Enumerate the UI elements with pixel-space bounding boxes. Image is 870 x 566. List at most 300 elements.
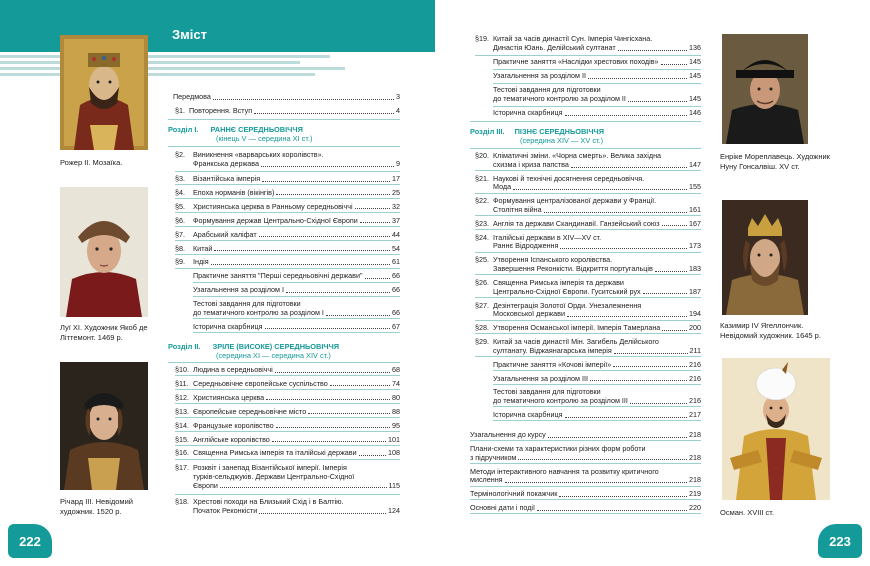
portrait-louis-xi [60, 187, 148, 317]
toc-entry-page: 68 [392, 365, 400, 374]
toc-entry-title: Виникнення «варварських королівств». [193, 150, 324, 159]
divider [193, 296, 400, 297]
dot-leader [565, 417, 687, 418]
divider [175, 226, 400, 227]
toc-entry[interactable] [175, 449, 400, 458]
divider [175, 417, 400, 418]
dot-leader [661, 64, 687, 65]
toc-entry-title: Італійські держави в XIV—XV ст. [493, 232, 602, 242]
dot-leader [276, 194, 390, 195]
toc-entry-title: Московської держави [493, 309, 566, 319]
dot-leader [505, 482, 687, 483]
toc-entry[interactable] [493, 411, 701, 420]
toc-entry-title: Людина в середньовіччі [193, 365, 273, 374]
divider [470, 463, 701, 464]
toc-entry[interactable] [475, 175, 701, 193]
toc-entry-title: схизма і криза папства [493, 159, 569, 169]
dot-leader [360, 222, 390, 223]
toc-entry-number: §17. [175, 463, 189, 472]
caption-casimir: Казимир IV Ягеллончик. Невідомий художник. 1645 р. [720, 321, 821, 340]
divider [475, 297, 701, 298]
caption-roger-ii: Рожер ІІ. Мозаїка. [60, 158, 123, 167]
toc-entry[interactable] [470, 431, 701, 440]
divider [470, 513, 701, 514]
toc-entry[interactable] [493, 388, 701, 406]
dot-leader [214, 250, 390, 251]
toc-entry-title: Середньовічне європейське суспільство [193, 378, 328, 388]
dot-leader [613, 366, 687, 367]
toc-entry-page: 145 [689, 93, 701, 103]
toc-entry-number: §22. [475, 196, 489, 206]
dot-leader [630, 403, 687, 404]
dot-leader [662, 225, 687, 226]
page-title: Зміст [172, 27, 207, 42]
toc-entry-page: 54 [392, 243, 400, 253]
toc-entry-page: 101 [388, 434, 400, 444]
dot-leader [513, 189, 687, 190]
divider [475, 215, 701, 216]
toc-entry-page: 147 [689, 159, 701, 169]
divider [475, 252, 701, 253]
portrait-osman [722, 358, 830, 500]
toc-entry[interactable] [493, 86, 701, 104]
toc-entry[interactable] [493, 109, 701, 118]
toc-entry[interactable] [175, 422, 400, 431]
divider [493, 406, 701, 407]
toc-entry[interactable] [470, 490, 701, 499]
toc-entry[interactable] [475, 152, 701, 170]
divider [175, 403, 400, 404]
toc-entry-number: §23. [475, 218, 489, 228]
toc-entry-page: 108 [388, 448, 400, 458]
toc-entry-title: Арабський халіфат [193, 229, 257, 239]
toc-entry-title: Європейське середньовічне місто [193, 406, 307, 416]
dot-leader [326, 315, 390, 316]
toc-entry-title: Узагальнення до курсу [470, 430, 546, 439]
toc-entry-title: Практичне заняття «Наслідки хрестових походів» [493, 57, 659, 66]
toc-entry-page: 218 [689, 452, 701, 462]
divider [493, 420, 701, 421]
divider [193, 332, 400, 333]
dot-leader [359, 455, 386, 456]
divider [475, 320, 701, 321]
toc-entry-page: 95 [392, 420, 400, 430]
dot-leader [544, 212, 687, 213]
toc-entry[interactable] [175, 464, 400, 490]
toc-entry-page: 88 [392, 406, 400, 416]
page-number-left: 222 [8, 524, 52, 558]
toc-entry-title: Центрально-Східної Європи. Гуситський рух [493, 286, 641, 296]
toc-entry-number: §11. [175, 378, 189, 388]
toc-entry-title: Епоха норманів (вікінгів) [193, 187, 275, 197]
dot-leader [276, 427, 390, 428]
divider [475, 55, 701, 56]
section-period: (середина XIV — XV ст.) [520, 136, 604, 145]
section-period: (середина XI — середина XIV ст.) [216, 351, 331, 360]
toc-entry-number: §16. [175, 448, 189, 458]
toc-entry-page: 145 [689, 57, 701, 66]
toc-entry-number: §20. [475, 151, 489, 160]
toc-entry-page: 216 [689, 396, 701, 406]
dot-leader [537, 510, 687, 511]
dot-leader [213, 99, 394, 100]
divider [175, 254, 400, 255]
toc-entry-title: султанату. Віджаянагарська імперія [493, 345, 612, 355]
toc-entry-title: Священна Римська імперія та держави [493, 277, 624, 287]
dot-leader [266, 399, 390, 400]
toc-entry-number: §24. [475, 232, 489, 242]
toc-entry[interactable] [193, 286, 400, 295]
toc-entry-title: Індія [193, 257, 209, 267]
dot-leader [272, 441, 386, 442]
toc-entry[interactable] [475, 234, 701, 252]
toc-entry-page: 187 [689, 286, 701, 296]
divider [175, 268, 400, 269]
toc-entry-title: до тематичного контролю за розділом ІІ [493, 93, 626, 103]
toc-entry-title: до тематичного контролю за розділом ІІІ [493, 396, 628, 406]
section-label: Розділ І. [168, 125, 199, 134]
divider [175, 198, 400, 199]
section-label: Розділ ІІ. [168, 342, 201, 351]
divider [193, 318, 400, 319]
section-name: ЗРІЛЕ (ВИСОКЕ) СЕРЕДНЬОВІЧЧЯ [212, 342, 340, 351]
toc-entry-title: Формування централізованої держави у Франції. [493, 196, 657, 206]
divider [470, 148, 701, 149]
toc-entry-page: 216 [689, 373, 701, 383]
toc-entry[interactable] [470, 445, 701, 463]
toc-entry-title: Франкська держава [193, 158, 260, 168]
toc-entry-title: Хрестові походи на Близький Схід і в Балтію. [193, 497, 344, 506]
toc-entry[interactable] [175, 245, 400, 254]
toc-entry[interactable] [175, 498, 400, 516]
toc-entry-title: Китай [193, 243, 213, 253]
toc-entry-title: Початок Реконкісти [193, 505, 258, 515]
portrait-roger-ii [60, 35, 148, 150]
toc-entry-title: Англійське королівство [193, 434, 270, 444]
toc-entry-title: Узагальнення за розділом І [193, 285, 284, 295]
toc-entry-title: турків-сельджуків. Держави Центрально-Східної [193, 471, 355, 481]
dot-leader [567, 316, 687, 317]
toc-entry-title: Практичне заняття «Кочові імперії» [493, 359, 612, 369]
toc-entry-page: 74 [392, 378, 400, 388]
toc-entry-page: 218 [689, 430, 701, 439]
dot-leader [330, 385, 390, 386]
caption-henrique: Енріке Мореплавець. Художник Нуну Гонсалвіш. XV ст. [720, 152, 830, 171]
portrait-richard-iii [60, 362, 148, 490]
toc-entry-title: Тестові завдання для підготовки [493, 85, 601, 94]
toc-entry-title: Термінологічний покажчик [470, 489, 558, 499]
dot-leader [628, 101, 687, 102]
divider [493, 384, 701, 385]
dot-leader [261, 166, 394, 167]
dot-leader [559, 496, 687, 497]
toc-entry-number: §27. [475, 300, 489, 310]
divider [470, 499, 701, 500]
toc-entry-page: 155 [689, 182, 701, 192]
divider [470, 486, 701, 487]
dot-leader [662, 330, 687, 331]
toc-entry-title: Передмова [173, 92, 211, 101]
toc-entry-number: §13. [175, 406, 189, 416]
divider [168, 362, 400, 363]
divider [175, 184, 400, 185]
toc-entry-number: §25. [475, 255, 489, 265]
toc-entry-title: Мода [493, 182, 512, 192]
toc-entry[interactable] [175, 175, 400, 184]
toc-entry-number: §1. [175, 106, 185, 115]
toc-entry-page: 220 [689, 503, 701, 512]
toc-entry[interactable] [493, 375, 701, 384]
toc-entry-page: 211 [689, 345, 701, 355]
toc-entry[interactable] [475, 302, 701, 320]
toc-entry-title: Візантійська імперія [193, 174, 261, 183]
toc-entry[interactable] [175, 151, 400, 169]
toc-entry-page: 219 [689, 489, 701, 499]
toc-entry-page: 25 [392, 187, 400, 197]
divider [493, 69, 701, 70]
dot-leader [590, 380, 687, 381]
toc-entry-title: Тестові завдання для підготовки [493, 387, 601, 397]
toc-entry-title: Столітня війна [493, 204, 542, 214]
dot-leader [565, 115, 687, 116]
dot-leader [571, 167, 687, 168]
toc-entry-number: §5. [175, 201, 185, 211]
toc-entry-page: 124 [388, 505, 400, 515]
toc-entry-page: 37 [392, 215, 400, 225]
divider [168, 119, 400, 120]
toc-entry-page: 136 [689, 42, 701, 52]
toc-entry-page: 146 [689, 108, 701, 117]
toc-entry-title: з підручником [470, 452, 517, 462]
dot-leader [262, 181, 390, 182]
toc-entry-title: до тематичного контролю за розділом І [193, 307, 324, 317]
divider [493, 106, 701, 107]
toc-entry-title: Китай за часів династії Мін. Загибель Делійського [493, 337, 659, 346]
toc-entry[interactable] [175, 394, 400, 403]
section-name: РАННЄ СЕРЕДНЬОВІЧЧЯ [210, 125, 303, 134]
portrait-henrique [722, 34, 808, 144]
toc-entry[interactable] [175, 436, 400, 445]
divider [475, 333, 701, 334]
toc-entry-title: Кліматичні зміни. «Чорна смерть». Велика західна [493, 151, 662, 160]
toc-entry-number: §18. [175, 497, 189, 506]
toc-entry-title: Раннє Відродження [493, 241, 559, 251]
toc-entry[interactable] [175, 107, 400, 116]
toc-entry-title: Утворення Османської імперії. Імперія Тамерлана [493, 323, 661, 333]
toc-entry-title: Формування держав Центрально-Східної Європи [193, 215, 358, 225]
toc-entry-page: 17 [392, 174, 400, 183]
toc-entry-title: Історична скарбниця [493, 108, 563, 117]
toc-entry[interactable] [193, 300, 400, 318]
divider [493, 83, 701, 84]
divider [470, 440, 701, 441]
section-heading [168, 125, 400, 143]
toc-entry[interactable] [175, 366, 400, 375]
toc-entry-page: 66 [392, 271, 400, 281]
section-name: ПІЗНЄ СЕРЕДНЬОВІЧЧЯ [514, 127, 605, 136]
section-heading [470, 127, 701, 145]
toc-entry[interactable] [493, 361, 701, 370]
divider [475, 229, 701, 230]
toc-entry-number: §12. [175, 392, 189, 402]
toc-entry-page: 173 [689, 241, 701, 251]
toc-entry-title: Плани-схеми та характеристики різних форм роботи [470, 443, 646, 453]
dot-leader [560, 248, 687, 249]
toc-entry-page: 67 [392, 321, 400, 331]
toc-entry-number: §19. [475, 34, 489, 43]
toc-entry-page: 161 [689, 204, 701, 214]
dot-leader [588, 78, 687, 79]
toc-entry[interactable] [475, 338, 701, 356]
toc-entry[interactable] [475, 220, 701, 229]
toc-entry[interactable] [175, 203, 400, 212]
toc-entry-number: §6. [175, 215, 185, 225]
toc-entry[interactable] [175, 189, 400, 198]
toc-entry-title: Практичне заняття "Перші середньовічні держави" [193, 271, 363, 281]
toc-entry[interactable] [193, 323, 400, 332]
toc-entry[interactable] [475, 279, 701, 297]
toc-entry[interactable] [493, 58, 701, 67]
toc-entry[interactable] [475, 256, 701, 274]
dot-leader [259, 513, 386, 514]
toc-entry-number: §8. [175, 243, 185, 253]
dot-leader [655, 271, 687, 272]
header-stripe [0, 67, 345, 70]
section-label: Розділ ІІІ. [470, 127, 505, 136]
toc-entry-page: 218 [689, 475, 701, 485]
divider [193, 282, 400, 283]
toc-entry[interactable] [175, 408, 400, 417]
toc-entry-title: Тестові завдання для підготовки [193, 299, 301, 309]
toc-entry-page: 200 [689, 323, 701, 333]
toc-entry-page: 194 [689, 309, 701, 319]
dot-leader [518, 459, 687, 460]
toc-entry-page: 9 [396, 158, 400, 168]
divider [175, 212, 400, 213]
dot-leader [365, 278, 390, 279]
toc-entry[interactable] [175, 380, 400, 389]
toc-entry-title: Історична скарбниця [493, 410, 563, 419]
toc-entry-title: Європи [193, 480, 218, 490]
header-stripe [0, 73, 315, 76]
toc-entry[interactable] [175, 231, 400, 240]
toc-entry-page: 44 [392, 229, 400, 239]
toc-entry-page: 80 [392, 392, 400, 402]
toc-entry[interactable] [475, 197, 701, 215]
divider [175, 375, 400, 376]
toc-entry[interactable] [175, 217, 400, 226]
divider [493, 370, 701, 371]
toc-entry[interactable] [493, 72, 701, 81]
toc-entry-title: Розквіт і занепад Візантійської імперії. Імперія [193, 463, 347, 472]
toc-entry[interactable] [193, 272, 400, 281]
dot-leader [265, 328, 390, 329]
toc-entry[interactable] [475, 35, 701, 53]
header-stripe [0, 61, 300, 64]
toc-entry-page: 167 [689, 218, 701, 228]
toc-entry-number: §15. [175, 434, 189, 444]
divider [175, 494, 400, 495]
toc-entry-page: 32 [392, 201, 400, 211]
toc-entry-title: Французьке королівство [193, 420, 274, 430]
toc-entry-title: Історична скарбниця [193, 321, 263, 331]
toc-entry[interactable] [475, 324, 701, 333]
divider [175, 389, 400, 390]
toc-entry-title: Християнська церква в Ранньому середньовіччі [193, 201, 353, 211]
toc-entry-number: §21. [475, 173, 489, 183]
dot-leader [211, 264, 390, 265]
toc-entry-page: 145 [689, 71, 701, 80]
toc-entry-page: 115 [388, 480, 400, 490]
toc-entry[interactable] [470, 504, 701, 513]
section-heading [168, 342, 400, 360]
toc-entry-title: Династія Юань. Делійський султанат [493, 42, 616, 52]
divider [470, 121, 701, 122]
toc-entry[interactable] [175, 258, 400, 267]
toc-entry-page: 66 [392, 285, 400, 295]
caption-louis-xi: Луї ХІ. Художник Якоб де Літтемонт. 1469 р. [60, 323, 148, 342]
divider [175, 240, 400, 241]
toc-entry-title: Методи інтерактивного навчання та розвитку критичного [470, 466, 659, 476]
toc-entry-number: §10. [175, 365, 189, 374]
toc-entry-number: §3. [175, 174, 185, 183]
dot-leader [548, 437, 687, 438]
toc-entry-number: §29. [475, 337, 489, 346]
toc-entry-page: 61 [392, 257, 400, 267]
toc-entry-number: §4. [175, 187, 185, 197]
dot-leader [308, 413, 390, 414]
divider [175, 445, 400, 446]
toc-entry[interactable] [173, 93, 400, 102]
divider [175, 459, 400, 460]
page-number-right: 223 [818, 524, 862, 558]
toc-entry-number: §28. [475, 323, 489, 333]
toc-entry-page: 183 [689, 264, 701, 274]
toc-entry-title: Утворення Іспанського королівства. [493, 255, 613, 265]
toc-entry[interactable] [470, 468, 701, 486]
toc-entry-title: Християнська церква [193, 392, 265, 402]
portrait-casimir [722, 200, 808, 315]
header-stripe [0, 55, 330, 58]
dot-leader [355, 208, 390, 209]
caption-osman: Осман. XVIII ст. [720, 508, 774, 517]
toc-entry-title: Англія та держави Скандинавії. Ганзейський союз [493, 218, 660, 228]
divider [475, 274, 701, 275]
caption-richard-iii: Річард ІІІ. Невідомий художник. 1520 р. [60, 497, 133, 516]
toc-entry-title: Завершення Реконкісти. Відкриття португальців [493, 264, 653, 274]
divider [175, 431, 400, 432]
dot-leader [259, 236, 390, 237]
toc-entry-page: 4 [396, 106, 400, 115]
divider [168, 146, 400, 147]
toc-entry-number: §26. [475, 277, 489, 287]
toc-entry-page: 216 [689, 359, 701, 369]
toc-entry-page: 66 [392, 307, 400, 317]
toc-entry-title: Священна Римська імперія та італійські держави [193, 448, 357, 458]
toc-entry-number: §7. [175, 229, 185, 239]
divider [475, 193, 701, 194]
toc-entry-title: Основні дати і події [470, 503, 535, 512]
dot-leader [254, 113, 394, 114]
toc-entry-title: Дезінтеграція Золотої Орди. Унезалежнення [493, 300, 642, 310]
dot-leader [614, 353, 688, 354]
divider [475, 170, 701, 171]
toc-entry-title: Повторення. Вступ [189, 106, 253, 115]
divider [175, 171, 400, 172]
dot-leader [643, 293, 687, 294]
toc-entry-page: 3 [396, 92, 400, 101]
toc-entry-title: Наукові й технічні досягнення середньовіччя. [493, 173, 645, 183]
